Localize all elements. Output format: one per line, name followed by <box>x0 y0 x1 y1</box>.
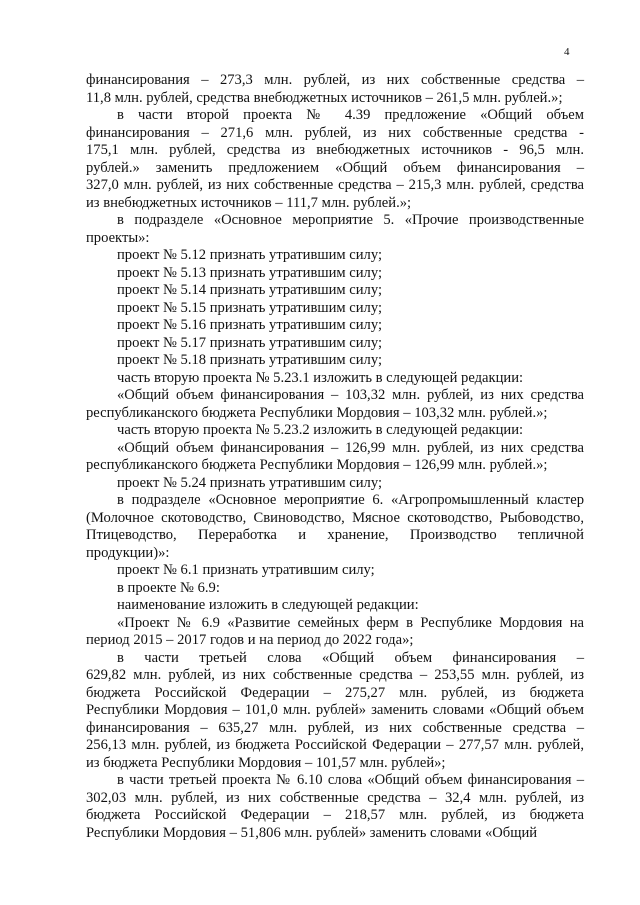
paragraph <box>86 772 584 842</box>
text-line: период 2015 – 2017 годов и на период до 2022 года»; <box>86 632 414 648</box>
paragraph <box>86 370 584 388</box>
paragraph <box>86 475 584 493</box>
text-line: проект № 5.12 признать утратившим силу; <box>117 247 383 263</box>
paragraph <box>86 440 584 475</box>
paragraph <box>86 650 584 773</box>
text-line: 629,82 млн. рублей, из них собственные средства – 253,55 млн. рублей, из <box>86 667 584 683</box>
text-line: «Общий объем финансирования – 126,99 млн. рублей, из них средства <box>117 439 584 456</box>
text-line: в части третьей слова «Общий объем финансирования – <box>117 649 584 666</box>
text-line: Республики Мордовия – 101,0 млн. рублей» заменить словами «Общий объем <box>86 702 584 718</box>
document-body <box>86 72 584 842</box>
text-line: (Молочное скотоводство, Свиноводство, Мясное скотоводство, Рыбоводство, <box>86 509 584 526</box>
paragraph <box>86 335 584 353</box>
text-line: 256,13 млн. рублей, из бюджета Российской Федерации – 277,57 млн. рублей, <box>86 737 584 753</box>
text-line: 175,1 млн. рублей, средства из внебюджетных источников - 96,5 млн. <box>86 142 584 158</box>
text-line: в части третьей проекта № 6.10 слова «Общий объем финансирования – <box>117 772 584 788</box>
paragraph <box>86 387 584 422</box>
text-line: в подразделе «Основное мероприятие 6. «Агропромышленный кластер <box>117 492 584 508</box>
text-line: проекты»: <box>86 229 150 246</box>
text-line: бюджета Российской Федерации – 218,57 млн. рублей, из бюджета <box>86 807 584 823</box>
paragraph <box>86 317 584 335</box>
text-line: продукции)»: <box>86 544 170 561</box>
text-line: финансирования – 273,3 млн. рублей, из них собственные средства – <box>86 72 584 88</box>
text-line: проект № 5.16 признать утратившим силу; <box>117 317 383 333</box>
paragraph <box>86 615 584 650</box>
text-line: проект № 5.18 признать утратившим силу; <box>117 352 383 368</box>
paragraph <box>86 562 584 580</box>
text-line: республиканского бюджета Республики Мордовия – 126,99 млн. рублей.»; <box>86 457 548 473</box>
text-line: проект № 5.24 признать утратившим силу; <box>117 474 383 491</box>
text-line: Птицеводство, Переработка и хранение, Производство тепличной <box>86 527 584 543</box>
text-line: 11,8 млн. рублей, средства внебюджетных источников – 261,5 млн. рублей.»; <box>86 89 563 106</box>
page-number: 4 <box>564 46 570 58</box>
text-line: часть вторую проекта № 5.23.1 изложить в следующей редакции: <box>117 369 524 386</box>
text-line: 302,03 млн. рублей, из них собственные средства – 32,4 млн. рублей, из <box>86 789 584 806</box>
paragraph <box>86 72 584 107</box>
paragraph <box>86 212 584 247</box>
text-line: финансирования – 635,27 млн. рублей, из них собственные средства – <box>86 719 584 736</box>
paragraph <box>86 352 584 370</box>
paragraph <box>86 580 584 598</box>
text-line: из бюджета Республики Мордовия – 101,57 млн. рублей»; <box>86 754 446 771</box>
text-line: часть вторую проекта № 5.23.2 изложить в следующей редакции: <box>117 422 524 438</box>
text-line: бюджета Российской Федерации – 275,27 млн. рублей, из бюджета <box>86 684 584 701</box>
paragraph <box>86 265 584 283</box>
text-line: Республики Мордовия – 51,806 млн. рублей» заменить словами «Общий <box>86 824 538 841</box>
text-line: проект № 6.1 признать утратившим силу; <box>117 562 375 578</box>
text-line: в части второй проекта № 4.39 предложение «Общий объем <box>117 107 584 123</box>
paragraph <box>86 597 584 615</box>
text-line: в подразделе «Основное мероприятие 5. «Прочие производственные <box>117 212 584 228</box>
paragraph <box>86 247 584 265</box>
paragraph <box>86 107 584 212</box>
text-line: из внебюджетных источников – 111,7 млн. рублей.»; <box>86 194 412 211</box>
text-line: 327,0 млн. рублей, из них собственные средства – 215,3 млн. рублей, средства <box>86 177 584 193</box>
text-line: проект № 5.15 признать утратившим силу; <box>117 299 383 316</box>
text-line: наименование изложить в следующей редакции: <box>117 597 419 613</box>
text-line: проект № 5.13 признать утратившим силу; <box>117 264 383 281</box>
text-line: в проекте № 6.9: <box>117 579 220 596</box>
text-line: финансирования – 271,6 млн. рублей, из них собственные средства - <box>86 124 584 141</box>
text-line: «Проект № 6.9 «Развитие семейных ферм в Республике Мордовия на <box>117 614 584 631</box>
text-line: «Общий объем финансирования – 103,32 млн. рублей, из них средства <box>117 387 584 403</box>
paragraph <box>86 300 584 318</box>
text-line: рублей.» заменить предложением «Общий объем финансирования – <box>86 159 584 176</box>
paragraph <box>86 492 584 562</box>
paragraph <box>86 422 584 440</box>
text-line: проект № 5.14 признать утратившим силу; <box>117 282 383 298</box>
text-line: проект № 5.17 признать утратившим силу; <box>117 334 383 351</box>
paragraph <box>86 282 584 300</box>
text-line: республиканского бюджета Республики Мордовия – 103,32 млн. рублей.»; <box>86 404 548 421</box>
